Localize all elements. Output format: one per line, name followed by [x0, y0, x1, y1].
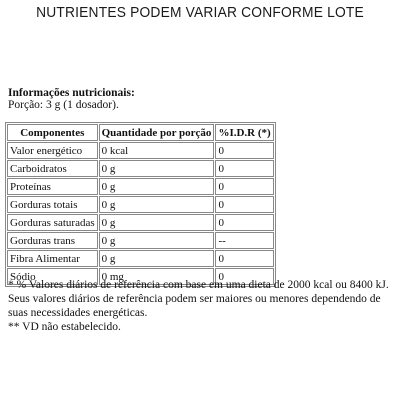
idr-cell: --	[215, 232, 273, 249]
idr-cell: 0	[215, 160, 273, 177]
table-row	[7, 160, 274, 177]
idr-cell: 0	[215, 268, 273, 285]
table-row	[7, 178, 274, 195]
nutrition-info-title: Informações nutricionais:	[8, 87, 135, 99]
component-cell: Gorduras totais	[7, 196, 98, 213]
table-row	[7, 142, 274, 159]
nutrition-table	[5, 122, 276, 287]
portion-text: Porção: 3 g (1 dosador).	[8, 99, 119, 111]
idr-cell: 0	[215, 142, 273, 159]
vd-note: ** VD não estabelecido.	[8, 321, 121, 333]
table-row	[7, 214, 274, 231]
table-row	[7, 250, 274, 267]
component-cell: Valor energético	[7, 142, 98, 159]
idr-cell: 0	[215, 250, 273, 267]
footnotes	[8, 278, 396, 334]
header-quantity: Quantidade por porção	[99, 124, 215, 141]
idr-cell: 0	[215, 178, 273, 195]
table-row	[7, 232, 274, 249]
component-cell: Gorduras saturadas	[7, 214, 98, 231]
nutrition-info-header	[8, 87, 135, 111]
component-cell: Fibra Alimentar	[7, 250, 98, 267]
quantity-cell: 0 mg	[99, 268, 215, 285]
quantity-cell: 0 g	[99, 250, 215, 267]
component-cell: Carboidratos	[7, 160, 98, 177]
quantity-cell: 0 g	[99, 214, 215, 231]
quantity-cell: 0 g	[99, 196, 215, 213]
quantity-cell: 0 g	[99, 160, 215, 177]
header-components: Componentes	[7, 124, 98, 141]
component-cell: Sódio	[7, 268, 98, 285]
idr-cell: 0	[215, 196, 273, 213]
component-cell: Gorduras trans	[7, 232, 98, 249]
daily-values-note: * % Valores diários de referência com base em uma dieta de 2000 kcal ou 8400 kJ. Seus valores diários de referência podem ser maiores ou menores dependendo de suas necessidades energéticas.	[8, 279, 389, 319]
quantity-cell: 0 g	[99, 232, 215, 249]
header-idr: %I.D.R (*)	[215, 124, 273, 141]
quantity-cell: 0 g	[99, 178, 215, 195]
quantity-cell: 0 kcal	[99, 142, 215, 159]
table-row	[7, 196, 274, 213]
idr-cell: 0	[215, 214, 273, 231]
lot-variation-banner: NUTRIENTES PODEM VARIAR CONFORME LOTE	[36, 4, 364, 21]
component-cell: Proteínas	[7, 178, 98, 195]
table-header-row	[7, 124, 274, 141]
